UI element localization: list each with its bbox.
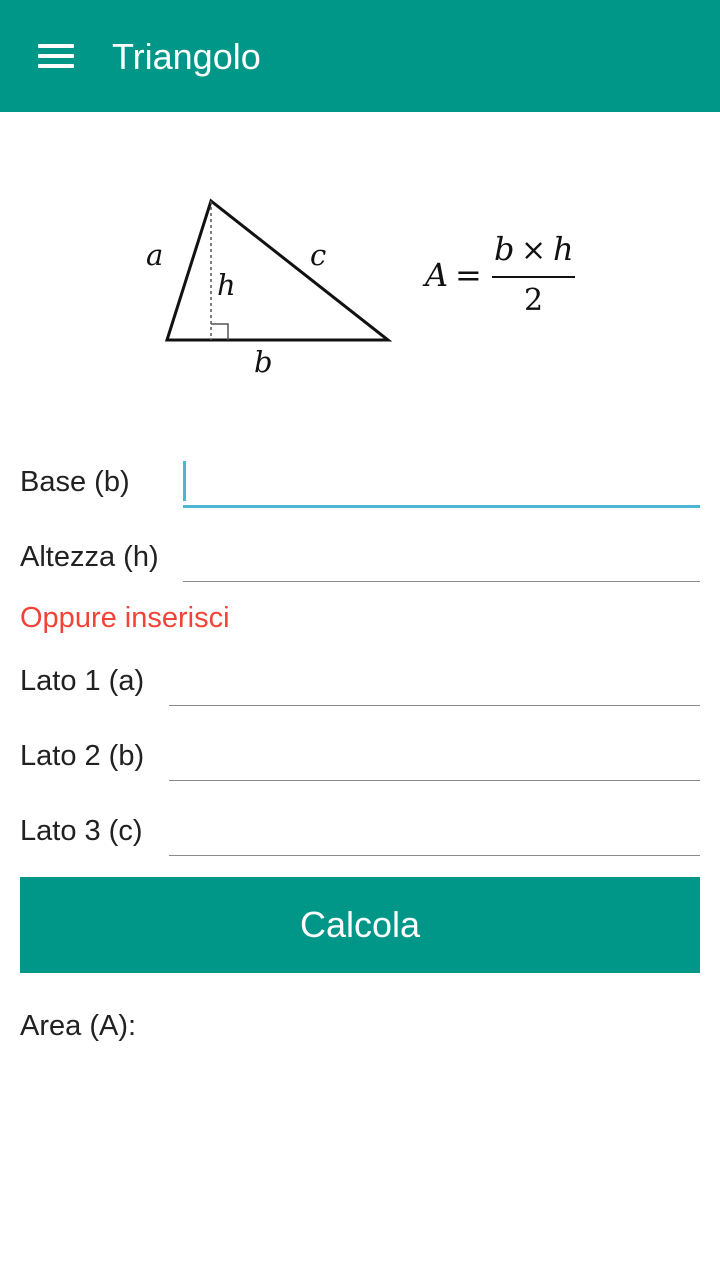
- formula-denominator: 2: [524, 283, 544, 318]
- altezza-label: Altezza (h): [20, 541, 159, 573]
- lato2-input[interactable]: [169, 740, 700, 781]
- formula-numerator-h: h: [553, 230, 574, 268]
- formula-numerator-b: b: [494, 230, 515, 268]
- app-bar: [0, 0, 720, 112]
- side-b-label: b: [254, 345, 273, 379]
- side-a-label: a: [146, 238, 164, 272]
- formula-equals: =: [455, 256, 482, 294]
- formula-lhs: A: [425, 256, 449, 294]
- height-label: h: [217, 268, 236, 302]
- side-c-label: c: [310, 238, 327, 272]
- area-result-label: Area (A):: [20, 1010, 137, 1042]
- app-bar-title: Triangolo: [112, 36, 261, 77]
- alternative-hint: Oppure inserisci: [20, 602, 230, 634]
- lato1-label: Lato 1 (a): [20, 665, 145, 697]
- lato3-label: Lato 3 (c): [20, 815, 143, 847]
- base-input[interactable]: [183, 465, 700, 508]
- altezza-input[interactable]: [183, 541, 700, 582]
- base-label: Base (b): [20, 466, 130, 498]
- text-cursor: [183, 461, 186, 501]
- menu-button[interactable]: [28, 30, 84, 82]
- triangle-area-diagram: [0, 112, 720, 412]
- lato3-input[interactable]: [169, 815, 700, 856]
- formula-times: ×: [521, 233, 547, 268]
- triangle-shape: [167, 201, 388, 340]
- calcola-button[interactable]: Calcola: [20, 877, 700, 973]
- lato2-label: Lato 2 (b): [20, 740, 145, 772]
- lato1-input[interactable]: [169, 665, 700, 706]
- right-angle-marker: [211, 324, 228, 340]
